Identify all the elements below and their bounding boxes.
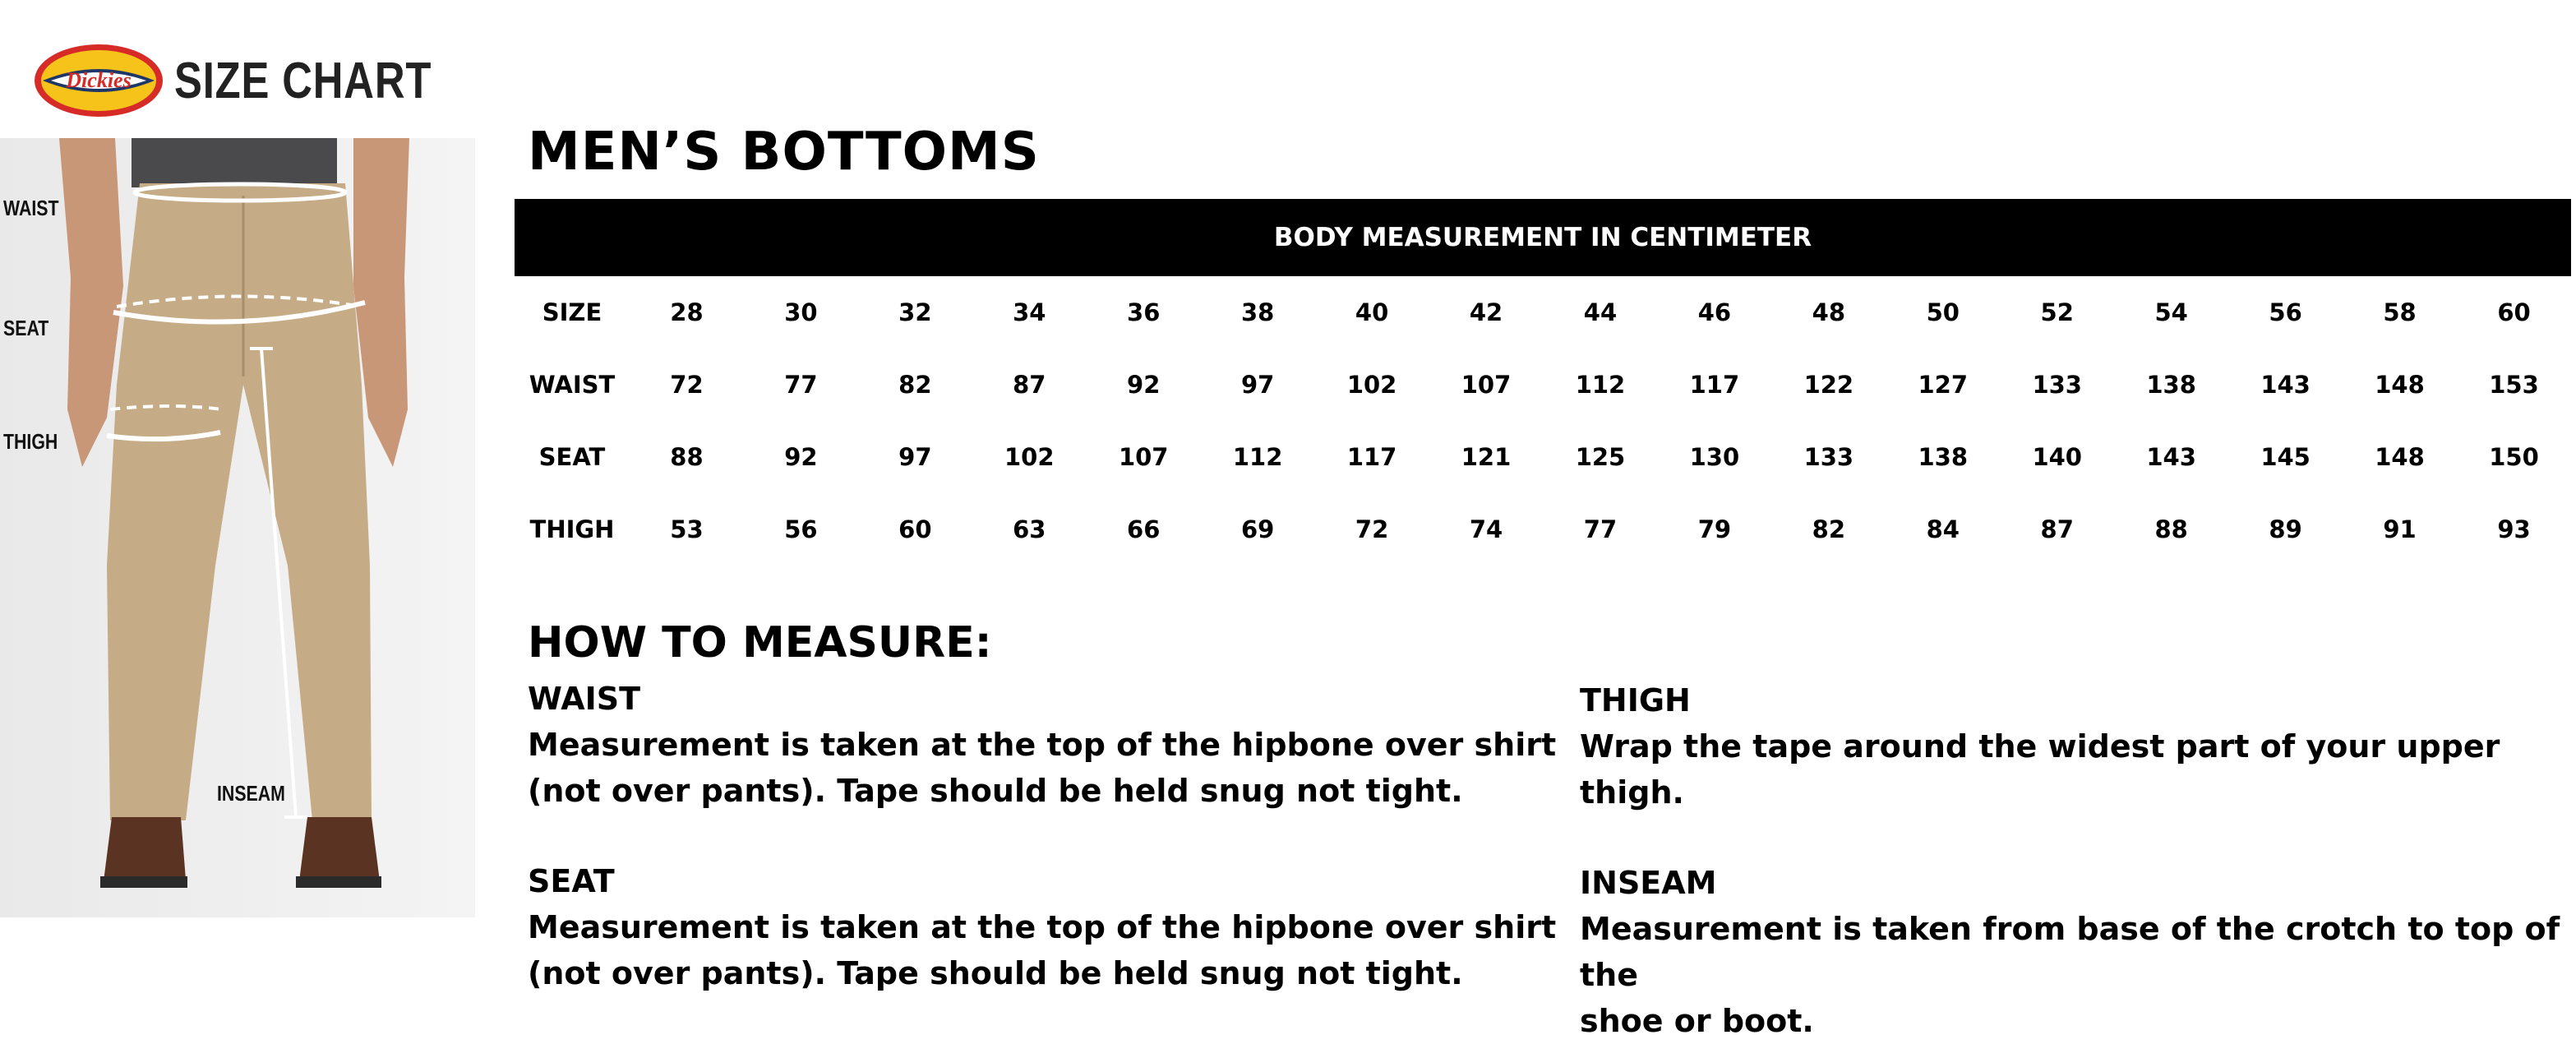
table-cell: 117	[1689, 371, 1740, 399]
table-cell: 127	[1918, 371, 1969, 399]
table-cell: 87	[2040, 515, 2074, 543]
table-cell: 46	[1697, 298, 1732, 326]
table-cell: 143	[2146, 443, 2196, 471]
measure-thigh	[1580, 677, 2576, 815]
table-cell: 138	[2146, 371, 2196, 399]
measure-waist	[528, 676, 1556, 814]
row-label: THIGH	[529, 515, 615, 543]
table-cell: 89	[2269, 515, 2302, 543]
table-cell: 60	[898, 515, 932, 543]
table-cell: 107	[1118, 443, 1169, 471]
table-cell: 121	[1461, 443, 1512, 471]
table-cell: 60	[2497, 298, 2531, 326]
table-cell: 88	[670, 443, 704, 471]
table-cell: 79	[1697, 515, 1732, 543]
table-cell: 88	[2154, 515, 2188, 543]
photo-label-inseam: INSEAM	[217, 781, 285, 806]
table-header: BODY MEASUREMENT IN CENTIMETER	[515, 199, 2571, 276]
measure-waist-line2: (not over pants). Tape should be held snug not tight.	[528, 773, 1463, 809]
measure-inseam-title: INSEAM	[1580, 865, 1717, 901]
size-table-body	[515, 276, 2571, 566]
how-to-measure-title: HOW TO MEASURE:	[528, 618, 992, 668]
table-cell: 87	[1013, 371, 1046, 399]
table-cell: 38	[1240, 298, 1275, 326]
measure-seat	[528, 858, 1556, 996]
row-label: SEAT	[538, 443, 606, 471]
table-row	[515, 349, 2571, 421]
measure-thigh-title: THIGH	[1580, 682, 1691, 718]
table-cell: 56	[784, 515, 818, 543]
header	[33, 39, 488, 122]
measure-thigh-line1: Wrap the tape around the widest part of your upper thigh.	[1580, 728, 2500, 811]
table-cell: 74	[1469, 515, 1503, 543]
table-cell: 145	[2260, 443, 2311, 471]
table-cell: 54	[2154, 298, 2188, 326]
measure-seat-line1: Measurement is taken at the top of the hipbone over shirt	[528, 909, 1557, 945]
table-cell: 52	[2040, 298, 2074, 326]
table-cell: 66	[1127, 515, 1161, 543]
table-cell: 102	[1004, 443, 1055, 471]
table-cell: 130	[1689, 443, 1740, 471]
table-cell: 143	[2260, 371, 2311, 399]
table-cell: 58	[2383, 298, 2417, 326]
table-cell: 153	[2489, 371, 2539, 399]
measure-inseam	[1580, 860, 2576, 1044]
table-cell: 148	[2375, 443, 2425, 471]
table-cell: 148	[2375, 371, 2425, 399]
measure-waist-line1: Measurement is taken at the top of the hipbone over shirt	[528, 727, 1557, 763]
section-title: MEN’S BOTTOMS	[528, 122, 1040, 182]
measure-waist-title: WAIST	[528, 681, 641, 717]
measure-seat-title: SEAT	[528, 863, 615, 899]
photo-label-seat: SEAT	[3, 316, 49, 340]
dickies-logo	[33, 41, 164, 120]
table-cell: 97	[898, 443, 932, 471]
table-cell: 56	[2269, 298, 2302, 326]
table-cell: 82	[1812, 515, 1846, 543]
table-cell: 34	[1013, 298, 1046, 326]
table-cell: 77	[1583, 515, 1618, 543]
row-label: WAIST	[529, 371, 616, 399]
table-cell: 63	[1013, 515, 1046, 543]
svg-text:Dickies: Dickies	[66, 68, 132, 92]
measure-inseam-line2: shoe or boot.	[1580, 1003, 1814, 1039]
table-cell: 36	[1127, 298, 1161, 326]
table-cell: 48	[1812, 298, 1846, 326]
table-cell: 44	[1583, 298, 1618, 326]
measure-seat-line2: (not over pants). Tape should be held snug not tight.	[528, 955, 1463, 991]
table-cell: 122	[1803, 371, 1854, 399]
table-cell: 72	[670, 371, 704, 399]
table-cell: 97	[1240, 371, 1275, 399]
table-row	[515, 421, 2571, 493]
table-row	[515, 276, 2571, 349]
table-cell: 102	[1346, 371, 1397, 399]
table-cell: 117	[1346, 443, 1397, 471]
table-cell: 92	[1127, 371, 1161, 399]
table-cell: 40	[1355, 298, 1389, 326]
table-cell: 42	[1469, 298, 1503, 326]
table-cell: 138	[1918, 443, 1969, 471]
table-cell: 82	[898, 371, 932, 399]
table-cell: 93	[2497, 515, 2531, 543]
table-cell: 140	[2032, 443, 2082, 471]
table-cell: 28	[670, 298, 704, 326]
table-cell: 133	[2032, 371, 2082, 399]
size-table	[515, 199, 2571, 566]
table-cell: 91	[2383, 515, 2417, 543]
table-cell: 32	[898, 298, 932, 326]
table-cell: 30	[784, 298, 818, 326]
table-cell: 150	[2489, 443, 2539, 471]
photo-label-waist: WAIST	[3, 196, 59, 220]
pants-photo	[0, 138, 475, 917]
table-cell: 125	[1575, 443, 1626, 471]
table-cell: 69	[1240, 515, 1275, 543]
row-label: SIZE	[542, 298, 602, 326]
table-cell: 133	[1803, 443, 1854, 471]
table-cell: 84	[1926, 515, 1960, 543]
table-cell: 53	[670, 515, 704, 543]
table-cell: 77	[784, 371, 818, 399]
table-cell: 112	[1575, 371, 1626, 399]
photo-label-thigh: THIGH	[3, 429, 58, 454]
table-row	[515, 493, 2571, 566]
table-cell: 107	[1461, 371, 1512, 399]
table-cell: 72	[1355, 515, 1389, 543]
size-chart-title: SIZE CHART	[174, 52, 432, 109]
table-cell: 92	[784, 443, 818, 471]
table-cell: 112	[1232, 443, 1283, 471]
measure-inseam-line1: Measurement is taken from base of the crotch to top of the	[1580, 911, 2560, 993]
table-cell: 50	[1926, 298, 1960, 326]
